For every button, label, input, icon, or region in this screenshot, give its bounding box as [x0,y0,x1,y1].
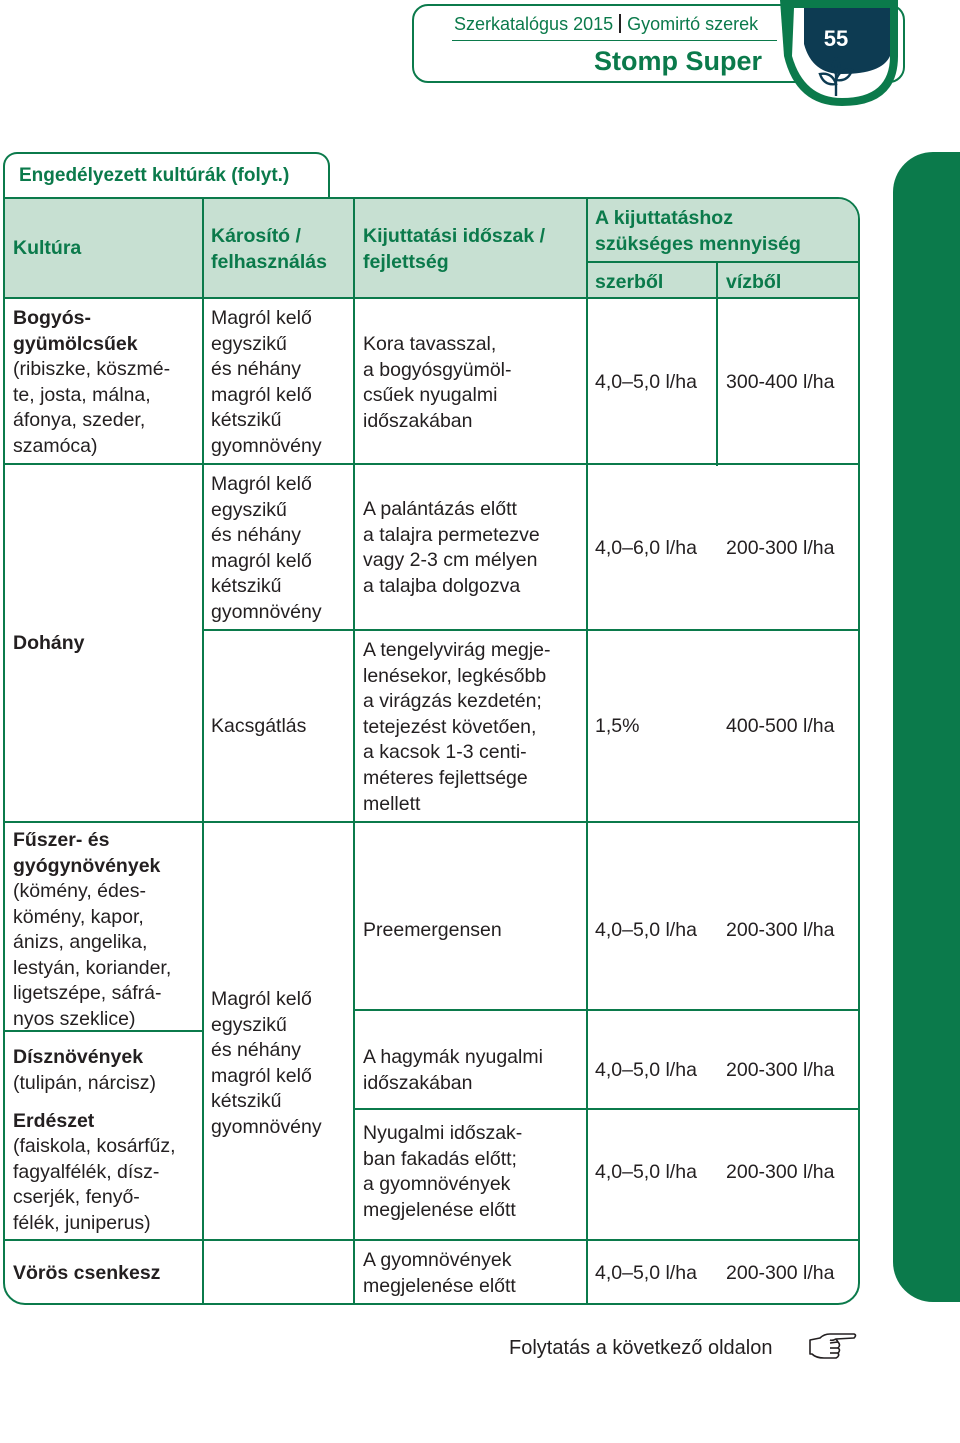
culture-tobacco: Dohány [13,632,85,654]
column-header-period: Kijuttatási időszak / fejlettség [363,225,546,273]
tobacco-water-amount-b: 400-500 l/ha [726,715,835,737]
culture-forestry-detail: (faiskola, kosárfűz, fagyalfélék, dísz- cserjék, fenyő- félék, juniperus) [13,1135,176,1234]
column-header-amount: A kijuttatáshoz szükséges mennyiség [595,207,801,255]
row-rule [353,1009,858,1011]
col-divider [353,199,355,1303]
forestry-water-amount: 200-300 l/ha [726,1161,835,1183]
culture-berries-detail: (ribiszke, köszmé- te, josta, málna, áfonya, szeder, szamóca) [13,358,171,457]
continued-note: Folytatás a következő oldalon [509,1337,773,1359]
culture-fescue: Vörös csenkesz [13,1262,161,1284]
col-divider [716,299,718,463]
fescue-product-amount: 4,0–5,0 l/ha [595,1262,697,1284]
berries-period: Kora tavasszal, a bogyósgyümöl- csűek nyugalmi időszakában [363,333,512,432]
tobacco-period-a: A palántázás előtt a talajra permetezve vagy 2-3 cm mélyen a talajba dolgozva [363,498,540,597]
tobacco-product-amount-a: 4,0–6,0 l/ha [595,537,697,559]
fescue-period: A gyomnövények megjelenése előtt [363,1249,516,1297]
row-rule [5,463,858,465]
column-header-pest: Károsító / felhasználás [211,225,327,273]
col-divider [586,199,588,1303]
section-label [3,152,330,198]
product-title: Stomp Super [594,46,763,76]
forestry-product-amount: 4,0–5,0 l/ha [595,1161,697,1183]
culture-forestry-title: Erdészet [13,1110,95,1132]
berries-water-amount: 300-400 l/ha [726,371,835,393]
page-badge [780,0,898,112]
tobacco-water-amount-a: 200-300 l/ha [726,537,835,559]
tobacco-period-b: A tengelyvirág megje- lenésekor, legkésőbb a virágzás kezdetén; tetejezést követően, a kacsok 1-3 centi- méteres fejlettsége mellett [363,639,551,815]
row-rule [5,821,858,823]
category-name: Gyomirtó szerek [627,14,759,34]
catalog-name: Szerkatalógus 2015 [454,14,614,34]
herbs-product-amount: 4,0–5,0 l/ha [595,919,697,941]
section-title: Engedélyezett kultúrák (folyt.) [19,165,290,186]
cultures-table [3,197,860,1305]
berries-pest: Magról kelő egyszikű és néhány magról kelő kétszikű gyomnövény [211,307,322,457]
culture-herbs-detail: (kömény, édes- kömény, kapor, ánizs, angelika, lestyán, koriander, ligetszépe, sáfrá- nyos szeklice) [13,880,172,1030]
culture-berries-title: Bogyós- gyümölcsűek [13,307,138,355]
header-subtitle [454,14,758,35]
tobacco-product-amount-b: 1,5% [595,715,640,737]
herbs-water-amount: 200-300 l/ha [726,919,835,941]
col-divider [716,261,718,299]
ornamental-period: A hagymák nyugalmi időszakában [363,1046,543,1094]
header-rule [5,297,858,299]
subheader-rule [586,261,858,263]
column-header-product-amount: szerből [595,271,664,293]
side-tab [893,152,960,1302]
col-divider [202,199,204,1303]
tobacco-pest-a: Magról kelő egyszikű és néhány magról kelő kétszikű gyomnövény [211,473,322,623]
row-rule [5,1239,858,1241]
row-rule [353,1108,858,1110]
berries-product-amount: 4,0–5,0 l/ha [595,371,697,393]
page-number: 55 [823,26,849,51]
row-rule [202,629,858,631]
culture-ornamental-title: Dísznövények [13,1046,144,1068]
column-header-water-amount: vízből [726,271,782,293]
header-divider [452,40,777,41]
shared-pest: Magról kelő egyszikű és néhány magról kelő kétszikű gyomnövény [211,988,322,1138]
column-header-culture: Kultúra [13,237,82,259]
header-separator [619,14,621,33]
ornamental-water-amount: 200-300 l/ha [726,1059,835,1081]
pointing-hand-icon [808,1328,858,1364]
forestry-period: Nyugalmi időszak- ban fakadás előtt; a gyomnövények megjelenése előtt [363,1122,523,1221]
culture-ornamental-detail: (tulipán, nárcisz) [13,1072,157,1094]
tobacco-pest-b: Kacsgátlás [211,715,307,737]
fescue-water-amount: 200-300 l/ha [726,1262,835,1284]
col-divider [716,465,718,466]
herbs-period: Preemergensen [363,919,502,941]
ornamental-product-amount: 4,0–5,0 l/ha [595,1059,697,1081]
culture-herbs-title: Fűszer- és gyógynövények [13,829,161,877]
